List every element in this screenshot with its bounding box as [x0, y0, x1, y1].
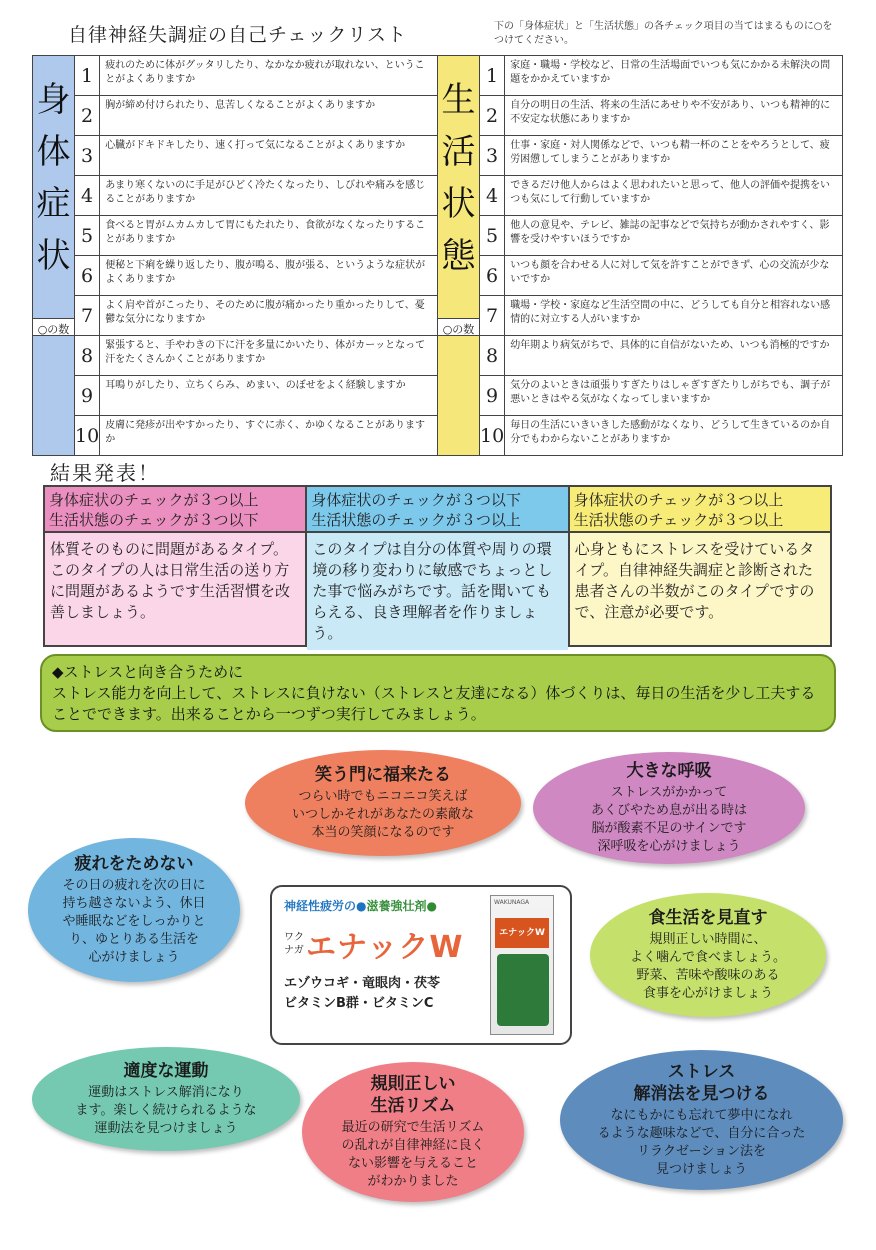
tip-body: 規則正しい時間に、 よく噛んで食べましょう。 野菜、苦味や酸味のある 食事を心がけましょう: [629, 932, 786, 1001]
checklist-question[interactable]: 気分のよいときは頑張りすぎたりはしゃぎすぎたりしがちでも、調子が悪いときはやる気がなくなってしまいますか: [505, 376, 843, 416]
page-title: 自律神経失調症の自己チェックリスト: [68, 24, 408, 46]
result-type-both: [570, 487, 830, 645]
plant-illustration: [497, 954, 549, 1026]
box-brand: WAKUNAGA: [494, 899, 530, 906]
tip-bubble-exercise: [32, 1047, 300, 1151]
ad-furigana: ワク ナガ: [284, 932, 304, 956]
item-number: 4: [75, 176, 100, 216]
instructions: 下の「身体症状」と「生活状態」の各チェック項目の当てはまるものに○をつけてください。: [494, 21, 833, 46]
checklist-question[interactable]: 職場・学校・家庭など生活空間の中に、どうしても自分と相容れない感情的に対立する人がいますか: [505, 296, 843, 336]
tip-body: その日の疲れを次の日に 持ち越さないよう、休日 や睡眠などをしっかりと り、ゆとりある生活を 心がけましょう: [62, 878, 206, 965]
tip-body: つらい時でもニコニコ笑えば いつしかそれがあなたの素敵な 本当の笑顔になるのです: [291, 789, 474, 840]
checklist-question[interactable]: 幼年期より病気がちで、具体的に自信がないため、いつも消極的ですか: [505, 336, 843, 376]
checklist-question[interactable]: あまり寒くないのに手足がひどく冷たくなったり、しびれや痛みを感じることがありますか: [100, 176, 440, 216]
checklist-question[interactable]: 皮膚に発疹が出やすかったり、すぐに赤く、かゆくなることがありますか: [100, 416, 440, 456]
count-label: ○の数: [438, 318, 479, 336]
category-char: 活: [441, 132, 476, 172]
tip-bubble-laugh: [245, 750, 521, 856]
stress-advice-text: ストレス能力を向上して、ストレスに負けない（ストレスと友達になる）体づくりは、毎日の生活を少し工夫することでできます。出来ることから一つずつ実行してみましょう。: [52, 684, 816, 723]
result-type-physical: [45, 487, 307, 645]
box-label: エナックW: [495, 918, 549, 948]
tip-bubble-diet: [590, 893, 826, 1017]
tip-bubble-rhythm: [302, 1062, 524, 1202]
result-description: 心身ともにストレスを受けているタイプ。自律神経失調症と診断された患者さんの半数がこのタイプですので、注意が必要です。: [570, 533, 830, 645]
checklist-row: [438, 176, 843, 216]
checklist-question[interactable]: 仕事・家庭・対人関係などで、いつも精一杯のことをやろうとして、疲労困憊してしまうことがありますか: [505, 136, 843, 176]
tip-title: 大きな呼吸: [626, 761, 712, 781]
tip-title: 適度な運動: [123, 1061, 209, 1081]
result-condition: [570, 487, 830, 533]
checklist-row: [438, 56, 843, 96]
tip-body: 最近の研究で生活リズム の乱れが自律神経に良く ない影響を与えること がわかりました: [341, 1120, 485, 1189]
checklist-question[interactable]: 他人の意見や、テレビ、雑誌の記事などで気持ちが動かされやすく、影響を受けやすいほうですか: [505, 216, 843, 256]
stress-advice-box: [40, 654, 836, 732]
checklist-row: [438, 296, 843, 336]
category-char: 状: [36, 236, 71, 276]
tip-bubble-stress-relief: [560, 1050, 843, 1190]
item-number: 3: [480, 136, 505, 176]
category-char: 生: [441, 80, 476, 120]
tip-bubble-fatigue: [28, 838, 240, 982]
category-char: 状: [441, 184, 476, 224]
item-number: 1: [75, 56, 100, 96]
tip-title: ストレス 解消法を見つける: [633, 1062, 770, 1104]
checklist-question[interactable]: 自分の明日の生活、将来の生活にあせりや不安があり、いつも精神的に不安定な状態にありますか: [505, 96, 843, 136]
tip-body: ストレスがかかって あくびやため息が出る時は 脳が酸素不足のサインです 深呼吸を心がけましょう: [590, 785, 747, 854]
checklist-row: [33, 96, 440, 136]
category-char: 態: [441, 236, 476, 276]
checklist-question[interactable]: 食べると胃がムカムカして胃にもたれたり、食欲がなくなったりすることがありますか: [100, 216, 440, 256]
ad-product-name: エナックW: [306, 930, 464, 965]
item-number: 2: [75, 96, 100, 136]
checklist-row: [438, 96, 843, 136]
ad-ingredients: エゾウコギ・竜眼肉・茯苓 ビタミンB群・ビタミンC: [284, 976, 441, 1011]
tip-body: 運動はストレス解消になり ます。楽しく続けられるような 運動法を見つけましょう: [75, 1085, 257, 1136]
checklist-question[interactable]: 心臓がドキドキしたり、速く打って気になることがよくありますか: [100, 136, 440, 176]
checklist-question[interactable]: 緊張すると、手やわきの下に汗を多量にかいたり、体がカーッとなって汗をたくさんかくことがありますか: [100, 336, 440, 376]
checklist-question[interactable]: 毎日の生活にいきいきした感動がなくなり、どうして生きているのか自分でもわからないことがありますか: [505, 416, 843, 456]
checklist-row: [438, 336, 843, 376]
checklist-row: [438, 256, 843, 296]
tip-bubble-breathing: [533, 752, 805, 864]
condition-line: 身体症状のチェックが３つ以上: [573, 491, 784, 509]
item-number: 5: [480, 216, 505, 256]
category-char: 体: [36, 132, 71, 172]
ad-tagline: 神経性疲労の●滋養強壮剤●: [284, 899, 437, 913]
tip-body: なにもかにも忘れて夢中になれ るような趣味などで、自分に合った リラクゼーション法を 見つけましょう: [597, 1108, 806, 1177]
item-number: 9: [480, 376, 505, 416]
checklist-row: [33, 176, 440, 216]
checklist-question[interactable]: いつも顔を合わせる人に対して気を許すことができず、心の交流が少ないですか: [505, 256, 843, 296]
result-type-life: [307, 487, 569, 645]
tip-title: 笑う門に福来たる: [315, 765, 451, 785]
checklist-row: [33, 256, 440, 296]
condition-line: 身体症状のチェックが３つ以上: [49, 491, 259, 509]
checklist-question[interactable]: 耳鳴りがしたり、立ちくらみ、めまい、のぼせをよく経験しますか: [100, 376, 440, 416]
condition-line: 生活状態のチェックが３つ以上: [573, 511, 784, 529]
item-number: 1: [480, 56, 505, 96]
category-label: [438, 56, 480, 456]
condition-line: 生活状態のチェックが３つ以下: [49, 511, 259, 529]
product-advertisement: [270, 885, 572, 1045]
stress-advice-heading: ◆ストレスと向き合うために: [52, 663, 244, 681]
count-label: ○の数: [33, 318, 74, 336]
checklist-row: [438, 216, 843, 256]
category-char: 症: [36, 184, 71, 224]
item-number: 10: [480, 416, 505, 456]
checklist-row: [33, 376, 440, 416]
item-number: 6: [480, 256, 505, 296]
checklist-question[interactable]: できるだけ他人からはよく思われたいと思って、他人の評価や提携をいつも気にして行動していますか: [505, 176, 843, 216]
item-number: 7: [480, 296, 505, 336]
checklist-row: [438, 416, 843, 456]
item-number: 6: [75, 256, 100, 296]
item-number: 10: [75, 416, 100, 456]
results-table: [43, 485, 832, 647]
life-checklist: [437, 55, 843, 456]
item-number: 7: [75, 296, 100, 336]
checklist-row: [33, 296, 440, 336]
product-box-image: [490, 895, 554, 1035]
result-condition: [45, 487, 305, 533]
checklist-question[interactable]: 便秘と下痢を繰り返したり、腹が鳴る、腹が張る、というような症状がよくありますか: [100, 256, 440, 296]
condition-line: 生活状態のチェックが３つ以上: [311, 511, 521, 529]
results-title: 結果発表！: [50, 461, 160, 485]
tip-title: 食生活を見直す: [648, 908, 768, 928]
checklist-question[interactable]: 家庭・職場・学校など、日常の生活場面でいつも気にかかる未解決の問題をかかえていますか: [505, 56, 843, 96]
condition-line: 身体症状のチェックが３つ以下: [311, 491, 521, 509]
checklist-row: [33, 416, 440, 456]
item-number: 3: [75, 136, 100, 176]
result-condition: [307, 487, 567, 533]
checklist-row: [33, 56, 440, 96]
item-number: 5: [75, 216, 100, 256]
item-number: 8: [480, 336, 505, 376]
checklist-row: [33, 216, 440, 256]
tip-title: 疲れをためない: [74, 854, 194, 874]
category-char: 身: [36, 80, 71, 120]
item-number: 2: [480, 96, 505, 136]
checklist-question[interactable]: よく肩や首がこったり、そのために腹が痛かったり重かったりして、憂鬱な気分になりますか: [100, 296, 440, 336]
checklist-row: [438, 376, 843, 416]
physical-checklist: [32, 55, 440, 456]
checklist-question[interactable]: 疲れのために体がグッタリしたり、なかなか疲れが取れない、ということがよくありますか: [100, 56, 440, 96]
item-number: 8: [75, 336, 100, 376]
item-number: 9: [75, 376, 100, 416]
checklist-row: [438, 136, 843, 176]
checklist-question[interactable]: 胸が締め付けられたり、息苦しくなることがよくありますか: [100, 96, 440, 136]
result-description: このタイプは自分の体質や周りの環境の移り変わりに敏感でちょっとした事で悩みがちです。話を聞いてもらえる、良き理解者を作りましょう。: [307, 533, 567, 650]
checklist-row: [33, 336, 440, 376]
item-number: 4: [480, 176, 505, 216]
category-label: [33, 56, 75, 456]
checklist-row: [33, 136, 440, 176]
tip-title: 規則正しい 生活リズム: [370, 1074, 456, 1116]
result-description: 体質そのものに問題があるタイプ。このタイプの人は日常生活の送り方に問題があるようです生活習慣を改善しましょう。: [45, 533, 305, 645]
